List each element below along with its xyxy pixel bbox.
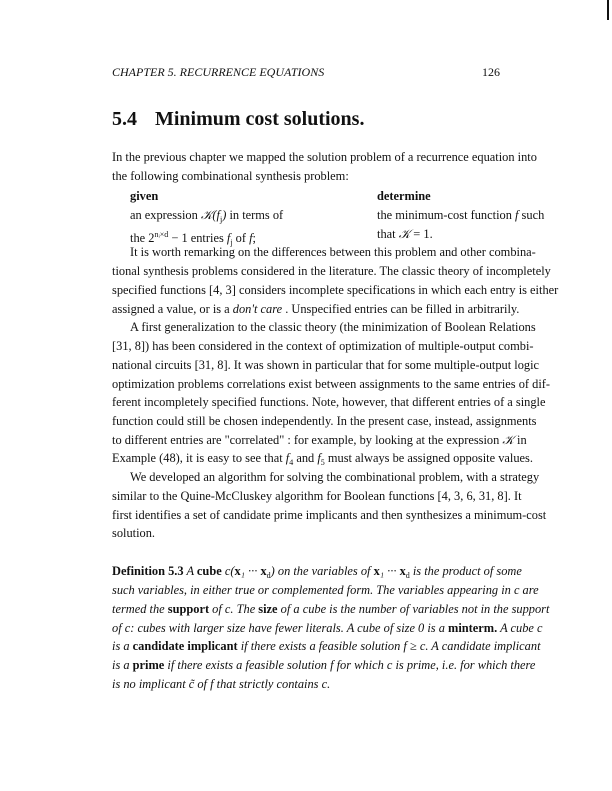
text-run: minterm. <box>448 621 498 635</box>
section-title: Minimum cost solutions. <box>155 108 365 130</box>
text-run: f <box>317 451 321 465</box>
text-run: such variables, in either true or complemented form. The variables appearing in c are <box>112 583 539 597</box>
text-run: x <box>373 564 380 578</box>
text-run: ) on the variables of <box>270 564 374 578</box>
text-run: cube <box>196 564 222 578</box>
text-line <box>112 433 527 448</box>
text-run: an expression <box>130 208 201 222</box>
text-run: It is worth remarking on the differences between this problem and other combina- <box>130 245 536 259</box>
text-run: similar to the Quine-McCluskey algorithm for Boolean functions [4, 3, 6, 31, 8]. It <box>112 489 522 503</box>
text-run: f <box>285 451 290 465</box>
text-line <box>112 526 500 541</box>
text-run: f <box>515 208 519 222</box>
text-run: if there exists a feasible solution f for which c is prime, i.e. for which there <box>164 658 536 672</box>
text-line <box>112 414 537 429</box>
text-line <box>130 470 540 485</box>
text-run: is a <box>112 639 133 653</box>
text-run: . Unspecified entries can be filled in arbitrarily. <box>282 302 520 316</box>
text-line <box>112 451 533 470</box>
text-run: Example (48), it is easy to see that <box>112 451 286 465</box>
text-run: d <box>405 571 410 580</box>
text-line <box>112 395 546 410</box>
text-run: ₁ ··· <box>379 564 400 578</box>
text-line <box>112 283 559 298</box>
text-line <box>377 227 433 242</box>
text-run: national circuits [31, 8]. It was shown in particular that for some multiple-output logic <box>112 358 540 372</box>
text-run: is the product of some <box>409 564 522 578</box>
text-line <box>377 208 544 223</box>
text-run: candidate implicant <box>132 639 238 653</box>
text-run: ₁ ··· <box>240 564 261 578</box>
section-number: 5.4 <box>112 108 137 130</box>
text-run: in terms of <box>226 208 284 222</box>
text-run: j <box>219 215 223 224</box>
text-run: − 1 entries <box>168 231 227 245</box>
text-run: assigned a value, or is a <box>112 302 233 316</box>
text-run: c( <box>221 564 235 578</box>
text-run: the minimum-cost function <box>377 208 515 222</box>
text-line <box>112 339 534 354</box>
text-run: x <box>234 564 241 578</box>
text-line <box>112 583 539 598</box>
text-line <box>130 208 283 227</box>
text-run: x <box>399 564 406 578</box>
text-line <box>112 358 540 373</box>
text-run: ferent incompletely specified functions. Note, however, that different entries of a single <box>112 395 546 409</box>
text-line <box>112 302 520 317</box>
text-run: is a <box>112 658 133 672</box>
text-run: d <box>266 571 271 580</box>
text-run: of c: cubes with larger size have fewer literals. A cube of size 0 is a <box>112 621 448 635</box>
text-run: must always be assigned opposite values. <box>324 451 533 465</box>
text-run: nᵢ×d <box>154 230 169 239</box>
given-label: given <box>130 189 159 203</box>
text-run: to different entries are "correlated" : for example, by looking at the expression <box>112 433 503 447</box>
text-run: solution. <box>112 526 156 540</box>
determine-label: determine <box>377 189 431 203</box>
text-line <box>112 169 500 184</box>
text-line <box>112 508 547 523</box>
text-run: such <box>518 208 545 222</box>
text-line <box>112 658 536 673</box>
text-run: 𝒦 <box>398 227 411 241</box>
text-run: size <box>258 602 278 616</box>
text-line <box>112 621 543 636</box>
text-run: of a cube is the number of variables not in the support <box>277 602 550 616</box>
text-run: A first generalization to the classic theory (the minimization of Boolean Relations <box>130 320 536 334</box>
text-run: x <box>260 564 267 578</box>
text-run: 4 <box>289 458 294 467</box>
running-header <box>112 65 500 80</box>
text-run: in <box>513 433 527 447</box>
text-run: = 1. <box>410 227 433 241</box>
text-run: the 2 <box>130 231 155 245</box>
text-line <box>112 677 500 692</box>
text-line <box>112 150 537 165</box>
text-run: function could still be chosen independently. In the present case, instead, assignments <box>112 414 537 428</box>
text-run: We developed an algorithm for solving the combinational problem, with a strategy <box>130 470 540 484</box>
text-line <box>112 602 550 617</box>
text-line <box>130 320 536 335</box>
text-run: prime <box>132 658 165 672</box>
text-run: termed the <box>112 602 168 616</box>
page-edge-mark <box>607 0 609 20</box>
text-line <box>112 264 551 279</box>
text-line <box>112 489 522 504</box>
text-run: of <box>232 231 250 245</box>
page-number: 126 <box>482 65 500 79</box>
text-run: A <box>183 564 197 578</box>
text-run: tional synthesis problems considered in the literature. The classic theory of incompletely <box>112 264 551 278</box>
text-run: support <box>167 602 210 616</box>
text-run: the following combinational synthesis problem: <box>112 169 349 183</box>
text-run: is no implicant c̃ of f that strictly contains c. <box>112 677 331 691</box>
section-heading <box>112 108 364 131</box>
text-line <box>112 377 551 392</box>
text-run: don't care <box>232 302 283 316</box>
text-run: 𝒦(f <box>200 208 220 222</box>
text-run: f <box>226 231 231 245</box>
text-run: ; <box>252 231 256 245</box>
text-line <box>112 639 541 654</box>
chapter-title: CHAPTER 5. RECURRENCE EQUATIONS <box>112 65 325 79</box>
text-run: In the previous chapter we mapped the solution problem of a recurrence equation into <box>112 150 537 164</box>
text-run: [31, 8]) has been considered in the context of optimization of multiple-output combi- <box>112 339 534 353</box>
text-run: A cube c <box>497 621 543 635</box>
text-line <box>112 564 522 583</box>
text-run: f <box>249 231 253 245</box>
text-run: j <box>230 238 233 247</box>
text-run: 𝒦 <box>502 433 514 447</box>
text-run: of c. The <box>209 602 259 616</box>
text-run: 5 <box>320 458 325 467</box>
text-run: if there exists a feasible solution f ≥ c. A candidate implicant <box>237 639 541 653</box>
text-run: ) <box>222 208 227 222</box>
text-run: and <box>293 451 318 465</box>
text-run: Definition 5.3 <box>112 564 184 578</box>
text-run: optimization problems correlations exist between assignments to the same entries of dif- <box>112 377 551 391</box>
text-run: that <box>377 227 399 241</box>
text-run: first identifies a set of candidate prime implicants and then synthesizes a minimum-cost <box>112 508 547 522</box>
text-run: specified functions [4, 3] considers incomplete specifications in which each entry is either <box>112 283 559 297</box>
text-line <box>130 245 536 260</box>
